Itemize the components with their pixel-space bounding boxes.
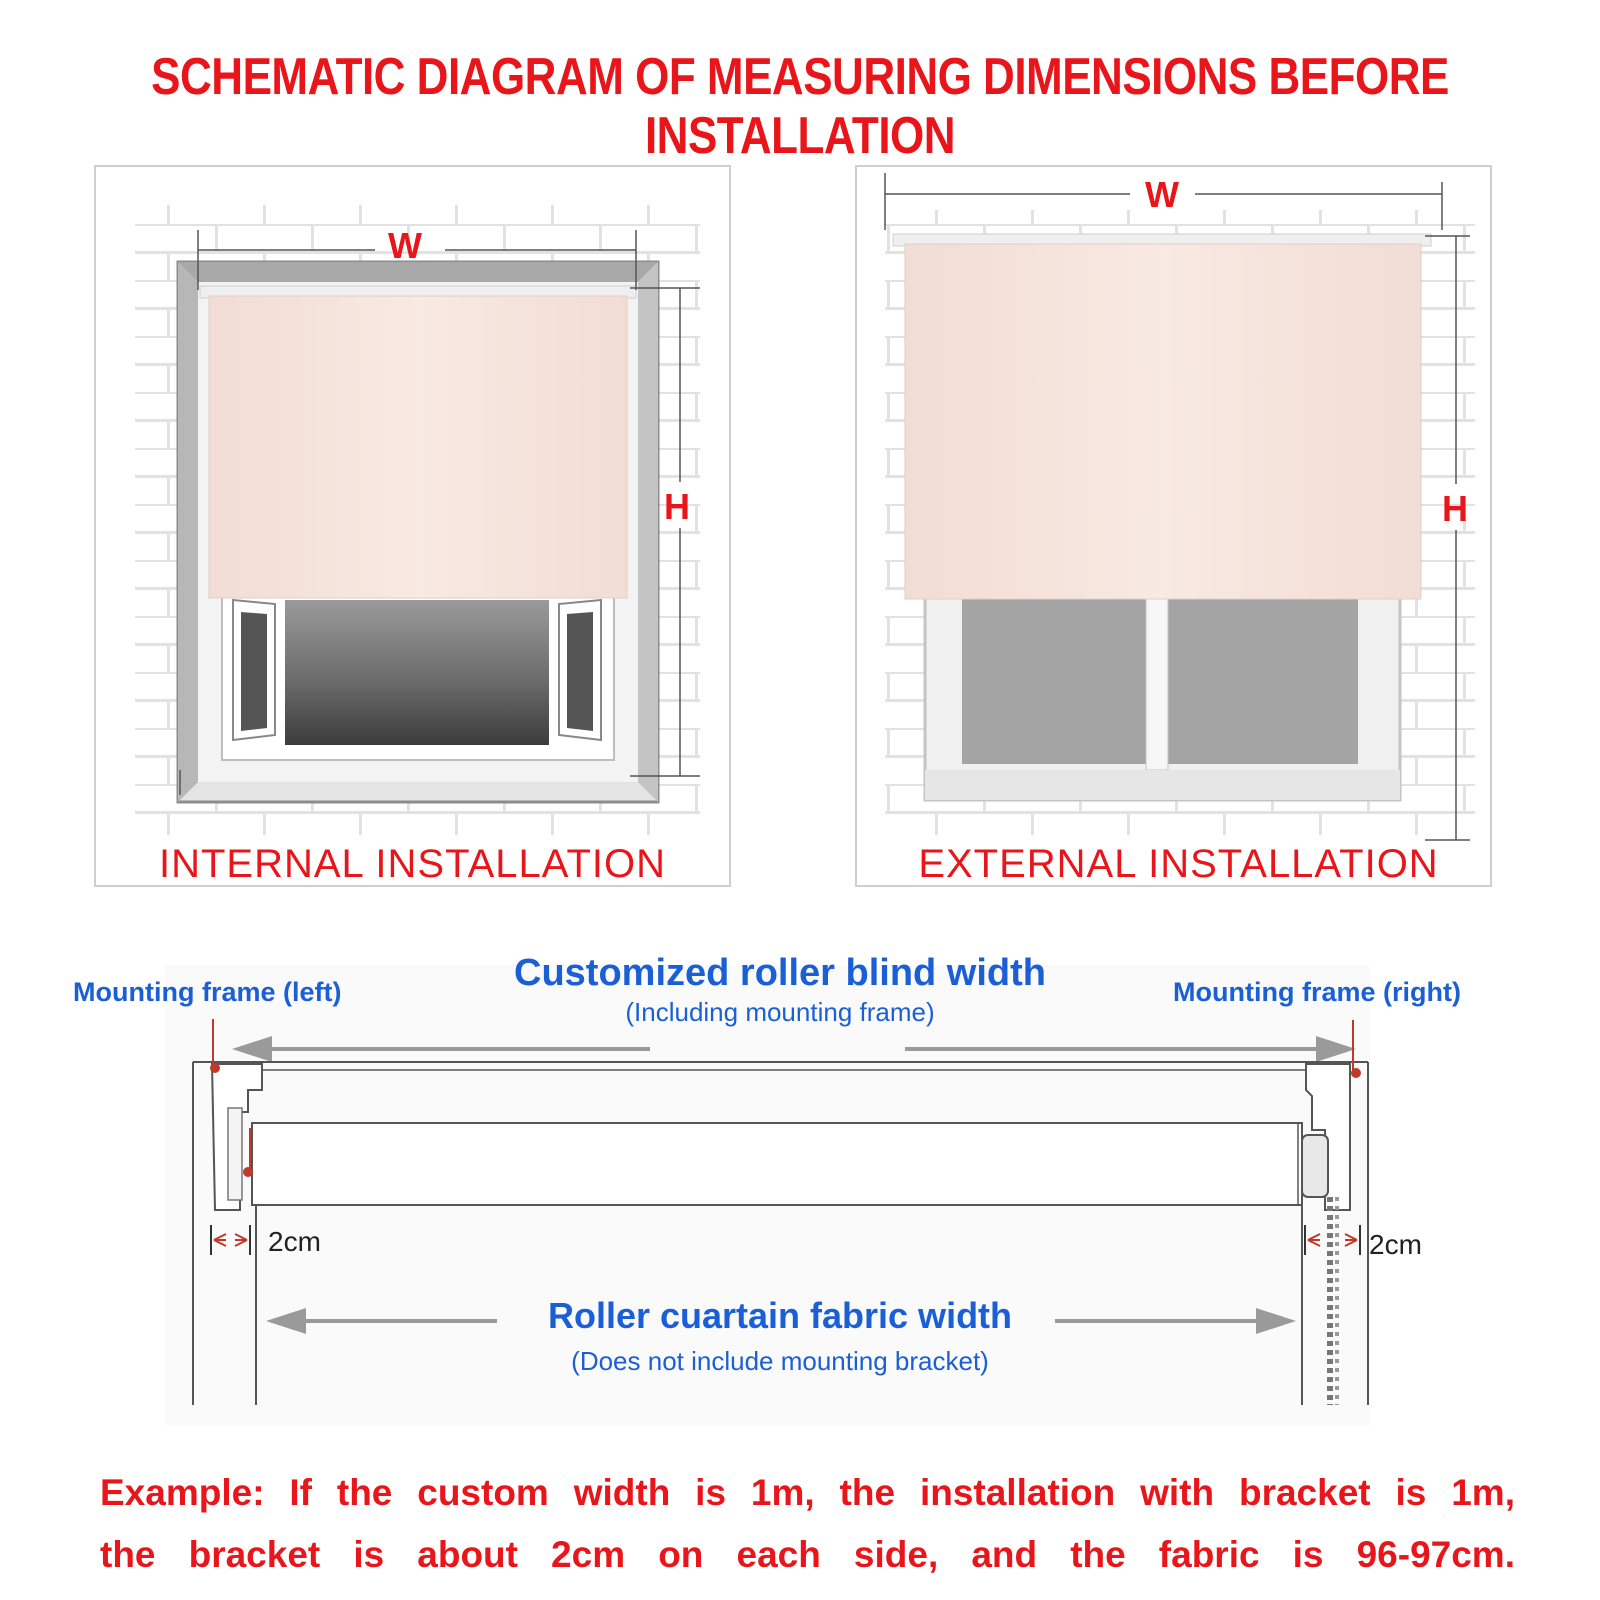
example-note <box>100 1462 1515 1586</box>
example-line-1: Example: If the custom width is 1m, the installation with bracket is 1m, <box>100 1472 1515 1513</box>
external-height-letter: H <box>1442 488 1468 529</box>
fabric-width-subheading: (Does not include mounting bracket) <box>571 1346 989 1376</box>
roller-blind-width-subheading: (Including mounting frame) <box>625 997 935 1027</box>
internal-installation-label: INTERNAL INSTALLATION <box>158 842 666 886</box>
external-panel <box>856 166 1491 886</box>
internal-panel <box>95 166 730 886</box>
page-title: SCHEMATIC DIAGRAM OF MEASURING DIMENSIONS BEFORE INSTALLATION <box>151 48 1449 165</box>
external-installation-label: EXTERNAL INSTALLATION <box>918 842 1439 886</box>
external-width-letter: W <box>1145 174 1179 215</box>
mounting-frame-left-label: Mounting frame (left) <box>73 977 342 1007</box>
internal-height-letter: H <box>664 486 690 527</box>
example-line-2: the bracket is about 2cm on each side, and the fabric is 96-97cm. <box>100 1534 1515 1575</box>
fabric-width-heading: Roller cuartain fabric width <box>547 1295 1013 1336</box>
left-gap-label: 2cm <box>268 1226 321 1257</box>
right-gap-label: 2cm <box>1369 1229 1422 1260</box>
internal-width-letter: W <box>388 225 422 266</box>
mounting-frame-right-label: Mounting frame (right) <box>1173 977 1461 1007</box>
roller-blind-width-heading: Customized roller blind width <box>514 952 1046 994</box>
